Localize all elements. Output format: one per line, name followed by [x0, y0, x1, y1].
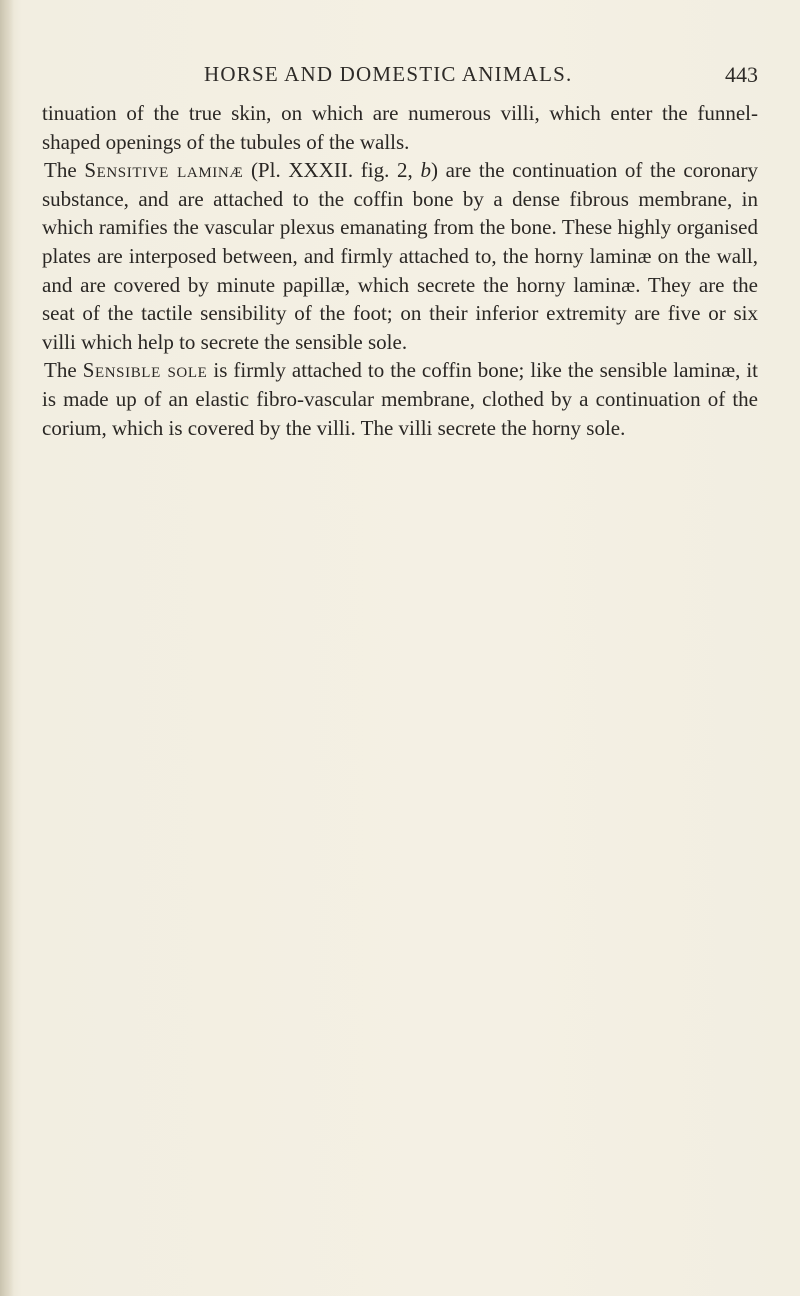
body-text: [42, 99, 758, 442]
page-number: 443: [725, 62, 758, 87]
running-head: [42, 62, 758, 92]
paragraph-text: is firmly attached to the coffin bone; like the sensible laminæ, it is made up of an elastic fibro-vascular membrane, clothed by a continuation of the corium, which is covered by the villi. The villi secrete the horny sole.: [42, 358, 759, 440]
plate-reference: (Pl. XXXII. fig. 2,: [250, 158, 413, 183]
binding-gutter-shadow: [0, 0, 14, 1296]
paragraph-sensible-sole: [42, 356, 758, 442]
running-title: HORSE AND DOMESTIC ANIMALS.: [204, 62, 573, 86]
paragraph-lead: The: [44, 358, 77, 383]
paragraph-lead: The: [44, 158, 77, 183]
paragraph-text: ) are the continuation of the coronary substance, and are attached to the coffin bone by a dense fibrous membrane, in which ramifies the vascular plexus emanating from the bone. These highly organised plates are interposed between, and firmly attached to, the horny laminæ on the wall, and are covered by minute papillæ, which secrete the horny laminæ. They are the seat of the tactile sensibility of the foot; on their inferior extremity are five or six villi which help to secrete the sensible sole.: [42, 158, 758, 354]
paragraph-sensitive-laminae: [42, 156, 758, 356]
paragraph-text: tinuation of the true skin, on which are numerous villi, which enter the funnel-shaped openings of the tubules of the walls.: [42, 101, 758, 154]
paragraph-continuation: [42, 99, 758, 156]
term-sensible-sole: Sensible sole: [82, 358, 208, 383]
figure-letter: b: [420, 158, 431, 183]
term-sensitive-laminae: Sensitive laminæ: [84, 158, 244, 183]
